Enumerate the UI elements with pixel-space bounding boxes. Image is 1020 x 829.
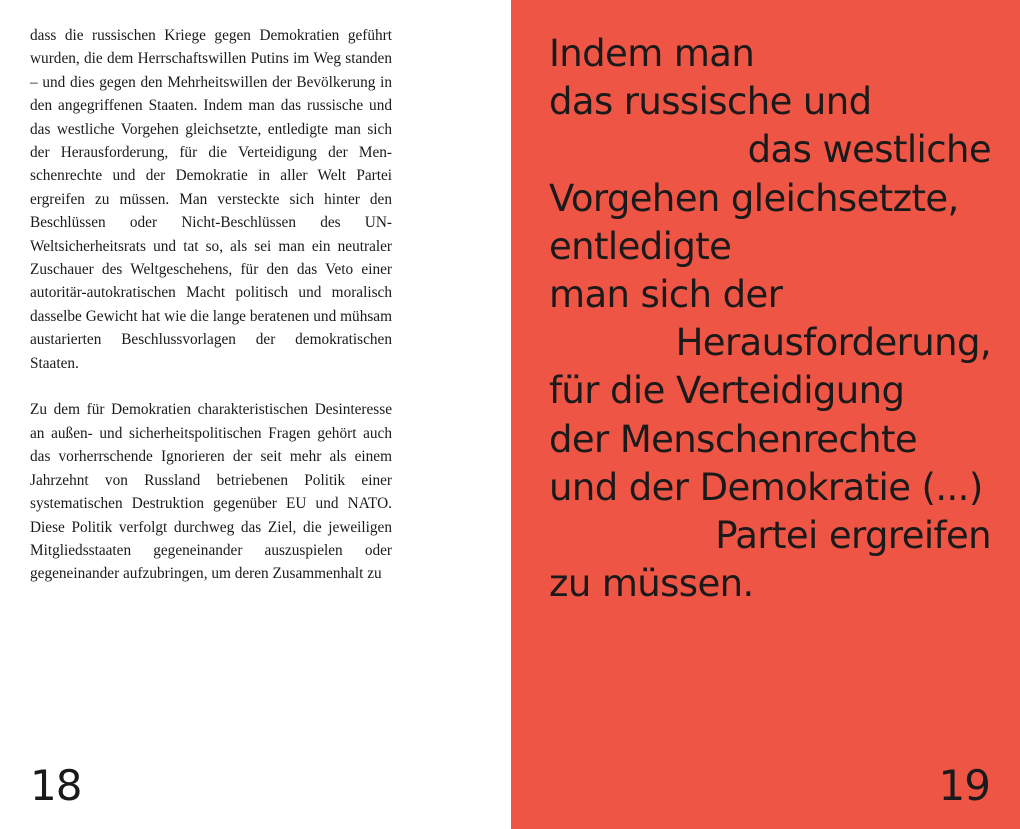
quote-line: Partei ergreifen <box>715 514 991 558</box>
quote-line: Herausforderung, <box>675 321 991 365</box>
quote-line: entledigte <box>549 224 732 268</box>
right-page <box>511 0 1020 829</box>
quote-line: man sich der <box>549 273 783 317</box>
page-number-right: 19 <box>938 761 990 810</box>
quote-line: Vorgehen gleichsetzte, <box>549 176 959 220</box>
quote-line: das westliche <box>747 128 991 172</box>
quote-line: und der Demokratie (...) <box>549 465 983 509</box>
quote-line: Indem man <box>549 32 755 75</box>
quote-line: für die Verteidigung <box>549 369 905 413</box>
quote-line: zu müssen. <box>549 562 754 606</box>
paragraph-1: dass die russischen Kriege gegen Demokratien geführt wurden, die dem Herrschaftswillen Putins im Weg standen – und dies gegen den Mehrheitswillen der Bevölkerung in den angegriffenen Staaten. Indem man das russische und das westliche Vorgehen gleichsetzte, entledigte man sich der Herausforderung, für die Verteidigung der Menschenrechte und der Demokratie in aller Welt Partei ergreifen zu müssen. Man versteckte sich hinter den Beschlüssen oder Nicht-Beschlüssen des UN-Weltsicherheitsrats und tat so, als sei man ein neutraler Zuschauer des Weltgeschehens, für den das Veto einer autoritär-autokratischen Macht politisch und moralisch dasselbe Gewicht hat wie die lange beratenen und mühsam austarierten Beschlussvorlagen der demokratischen Staaten. <box>30 27 392 372</box>
quote-line: der Menschenrechte <box>549 417 918 461</box>
pull-quote <box>549 30 991 608</box>
body-text <box>30 24 392 586</box>
quote-line: das russische und <box>549 80 872 124</box>
page-number-left: 18 <box>30 761 82 810</box>
paragraph-2: Zu dem für Demokratien charakteristischen Desinteresse an außen- und sicherheitspolitischen Fragen gehört auch das vorherrschende Ignorieren der seit mehr als einem Jahrzehnt von Russland betriebenen Politik einer systematischen Destruktion gegenüber EU und NATO. Diese Politik verfolgt durchweg das Ziel, die jeweiligen Mitgliedsstaaten gegeneinander auszuspielen oder gegeneinander aufzubringen, um deren Zusammenhalt zu <box>30 401 392 583</box>
